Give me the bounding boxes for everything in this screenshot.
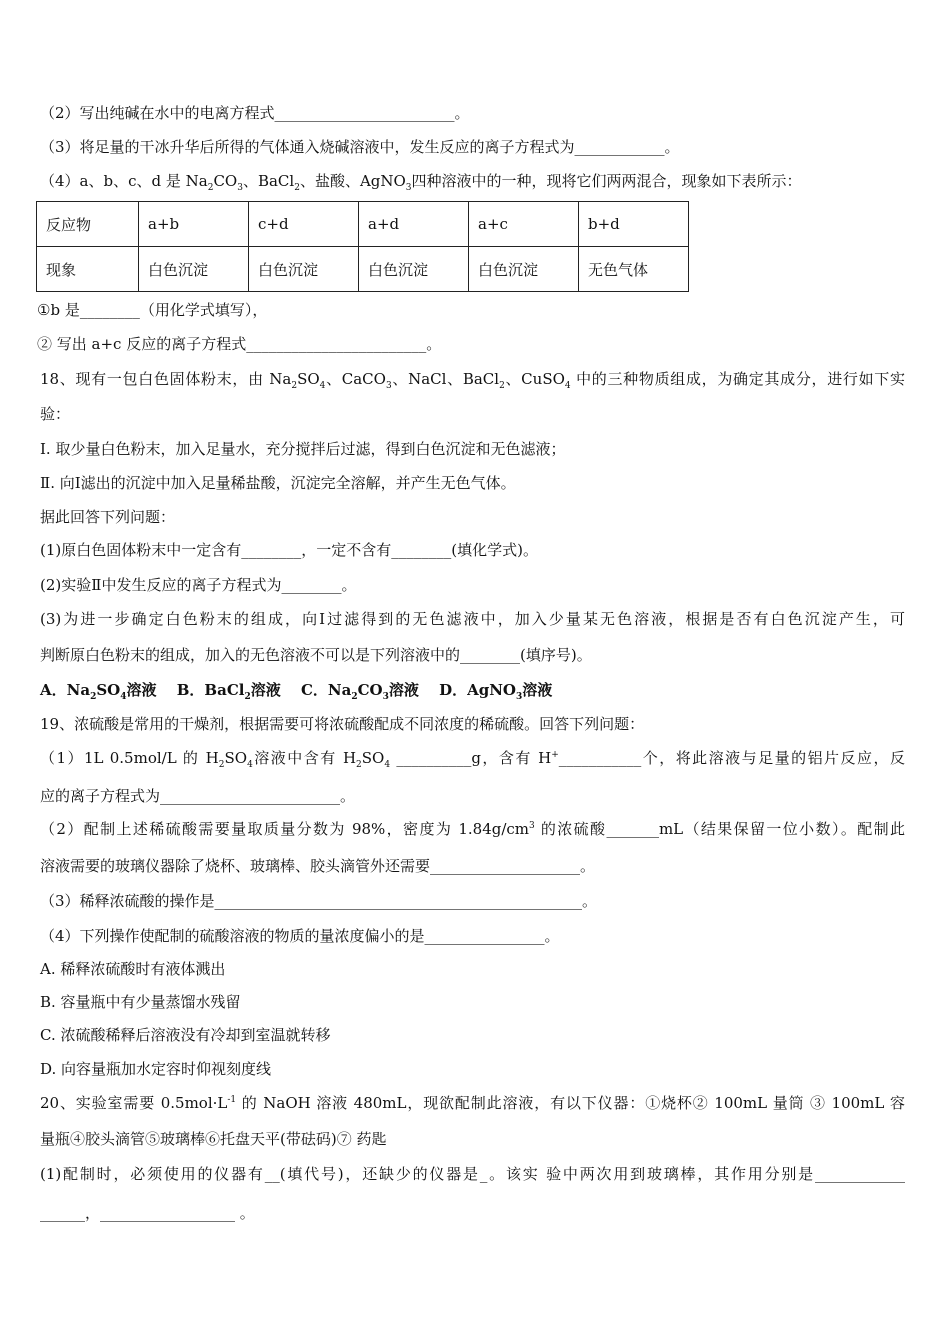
subscript: 3 [405, 183, 412, 193]
subscript: 2 [218, 760, 225, 770]
q18-options [40, 680, 552, 700]
q17-part4-sub2 [37, 334, 441, 354]
text-run: (2)实验Ⅱ中发生反应的离子方程式为________。 [40, 576, 357, 594]
text-run: (3)为进一步确定白色粉末的组成，向Ⅰ过滤得到的无色滤液中，加入少量某无色溶液，根据是否有白色沉淀产生，可 [40, 610, 905, 628]
q18-ask [40, 507, 175, 527]
text-run: 的浓硫酸_______mL（结果保留一位小数）。配制此 [534, 820, 905, 838]
text-run: 、盐酸、AgNO [299, 172, 406, 190]
text-run: ______，__________________ 。 [40, 1204, 255, 1222]
text-run: (1)原白色固体粉末中一定含有________，一定不含有________(填化学式)。 [40, 541, 538, 559]
text-run: A．Na [40, 681, 91, 699]
text-run: ①b 是________（用化学式填写）， [37, 301, 268, 319]
subscript: 4 [247, 760, 253, 770]
subscript: 4 [564, 381, 571, 391]
text-run: 溶液中含有 H [252, 749, 357, 767]
text-run: 判断原白色粉末的组成，加入的无色溶液不可以是下列溶液中的________(填序号)。 [40, 646, 592, 664]
text-run: __________g，含有 H [390, 749, 552, 767]
q20-part1-cont [40, 1203, 255, 1223]
text-run: SO [224, 749, 248, 767]
text-run: 、BaCl [242, 172, 295, 190]
subscript: 4 [384, 760, 391, 770]
table-cell: b+d [579, 202, 689, 247]
text-run: （4）下列操作使配制的硫酸溶液的物质的量浓度偏小的是________________。 [40, 927, 560, 945]
text-run: Ⅰ. 取少量白色粉末，加入足量水，充分搅拌后过滤，得到白色沉淀和无色滤液； [40, 440, 566, 458]
text-run: 溶液 D．AgNO [388, 681, 516, 699]
q20-intro-cont [40, 1129, 386, 1149]
text-run: Ⅱ. 向Ⅰ滤出的沉淀中加入足量稀盐酸，沉淀完全溶解，并产生无色气体。 [40, 474, 516, 492]
subscript: 3 [237, 183, 243, 193]
text-run: 19、浓硫酸是常用的干燥剂，根据需要可将浓硫酸配成不同浓度的稀硫酸。回答下列问题： [40, 715, 645, 733]
text-run: 、CuSO [504, 370, 565, 388]
q19-option-d [40, 1059, 271, 1079]
q20-part1 [40, 1164, 905, 1184]
q18-part3 [40, 609, 905, 629]
text-run: 溶液需要的玻璃仪器除了烧杯、玻璃棒、胶头滴管外还需要____________________。 [40, 857, 596, 875]
q19-intro [40, 714, 644, 734]
text-run: 溶液 [522, 681, 553, 699]
superscript: + [551, 750, 559, 760]
text-run: A. 稀释浓硫酸时有液体溅出 [40, 960, 226, 978]
table-cell: 白色沉淀 [359, 247, 469, 292]
text-run: SO [361, 749, 385, 767]
q19-part2 [40, 819, 905, 839]
text-run: 量瓶④胶头滴管⑤玻璃棒⑥托盘天平(带砝码)⑦ 药匙 [40, 1130, 387, 1148]
q18-step1 [40, 439, 565, 459]
text-run: （1）1L 0.5mol/L 的 H [40, 749, 219, 767]
text-run: 溶液 B．BaCl [126, 681, 245, 699]
text-run: (1)配制时，必须使用的仪器有__(填代号)，还缺少的仪器是_。该实 验中两次用到玻璃棒，其作用分别是____________ [40, 1165, 905, 1183]
text-run: ___________个，将此溶液与足量的铝片反应，反 [558, 749, 905, 767]
q19-option-a [40, 959, 225, 979]
subscript: 4 [319, 381, 326, 391]
q18-part3-cont [40, 645, 592, 665]
text-run: C. 浓硫酸稀释后溶液没有冷却到室温就转移 [40, 1026, 331, 1044]
q19-part3 [40, 891, 597, 911]
text-run: ② 写出 a+c 反应的离子方程式________________________。 [37, 335, 442, 353]
subscript: 2 [356, 760, 362, 770]
subscript: 3 [382, 692, 389, 702]
table-cell: 白色沉淀 [469, 247, 579, 292]
q18-intro [40, 369, 905, 389]
subscript: 3 [516, 692, 523, 702]
superscript: 3 [529, 821, 535, 831]
text-run: 验： [40, 405, 71, 423]
table-cell: a+c [469, 202, 579, 247]
reaction-table [36, 201, 689, 292]
q17-part2 [40, 103, 470, 123]
text-run: 、NaCl、BaCl [391, 370, 500, 388]
subscript: 2 [244, 692, 251, 702]
text-run: （2）配制上述稀硫酸需要量取质量分数为 98%，密度为 1.84g/cm [40, 820, 530, 838]
subscript: 2 [207, 183, 214, 193]
subscript: 2 [294, 183, 300, 193]
text-run: 据此回答下列问题： [40, 508, 176, 526]
text-run: D. 向容量瓶加水定容时仰视刻度线 [40, 1060, 272, 1078]
text-run: B. 容量瓶中有少量蒸馏水残留 [40, 993, 241, 1011]
q19-part1-cont [40, 786, 355, 806]
text-run: 应的离子方程式为________________________。 [40, 787, 356, 805]
text-run: （4）a、b、c、d 是 Na [40, 172, 208, 190]
text-run: 的 NaOH 溶液 480mL，现欲配制此溶液，有以下仪器：①烧杯② 100mL 量筒 ③ 100mL 容 [236, 1094, 905, 1112]
table-cell: 白色沉淀 [139, 247, 249, 292]
text-run: 、CaCO [325, 370, 386, 388]
table-cell: 反应物 [37, 202, 139, 247]
text-run: 20、实验室需要 0.5mol·L [40, 1094, 228, 1112]
subscript: 2 [291, 381, 298, 391]
q17-part3 [40, 137, 680, 157]
q17-part4 [40, 171, 802, 191]
text-run: SO [297, 370, 320, 388]
q20-intro [40, 1093, 905, 1113]
q19-option-b [40, 992, 241, 1012]
q19-part1 [40, 748, 905, 768]
q18-intro-cont [40, 404, 70, 424]
q18-part2 [40, 575, 356, 595]
table-row [37, 247, 689, 292]
text-run: （3）稀释浓硫酸的操作是_________________________________________________。 [40, 892, 598, 910]
subscript: 4 [120, 692, 127, 702]
table-cell: 白色沉淀 [249, 247, 359, 292]
text-run: 18、现有一包白色固体粉末，由 Na [40, 370, 292, 388]
table-cell: a+d [359, 202, 469, 247]
q17-part4-sub1 [37, 300, 267, 320]
q19-part2-cont [40, 856, 595, 876]
q18-step2 [40, 473, 516, 493]
table-row [37, 202, 689, 247]
table-cell: c+d [249, 202, 359, 247]
q18-part1 [40, 540, 538, 560]
text-run: CO [357, 681, 383, 699]
subscript: 2 [499, 381, 505, 391]
q19-option-c [40, 1025, 330, 1045]
text-run: 中的三种物质组成，为确定其成分，进行如下实 [570, 370, 905, 388]
table-cell: 无色气体 [579, 247, 689, 292]
text-run: 溶液 C．Na [250, 681, 352, 699]
subscript: 3 [385, 381, 392, 391]
superscript: -1 [227, 1095, 237, 1105]
text-run: （2）写出纯碱在水中的电离方程式________________________。 [40, 104, 470, 122]
table-cell: 现象 [37, 247, 139, 292]
q19-part4 [40, 926, 560, 946]
subscript: 2 [351, 692, 358, 702]
text-run: SO [96, 681, 121, 699]
text-run: CO [213, 172, 238, 190]
table-cell: a+b [139, 202, 249, 247]
subscript: 2 [90, 692, 97, 702]
text-run: （3）将足量的干冰升华后所得的气体通入烧碱溶液中，发生反应的离子方程式为____________。 [40, 138, 680, 156]
text-run: 四种溶液中的一种，现将它们两两混合，现象如下表所示： [411, 172, 802, 190]
